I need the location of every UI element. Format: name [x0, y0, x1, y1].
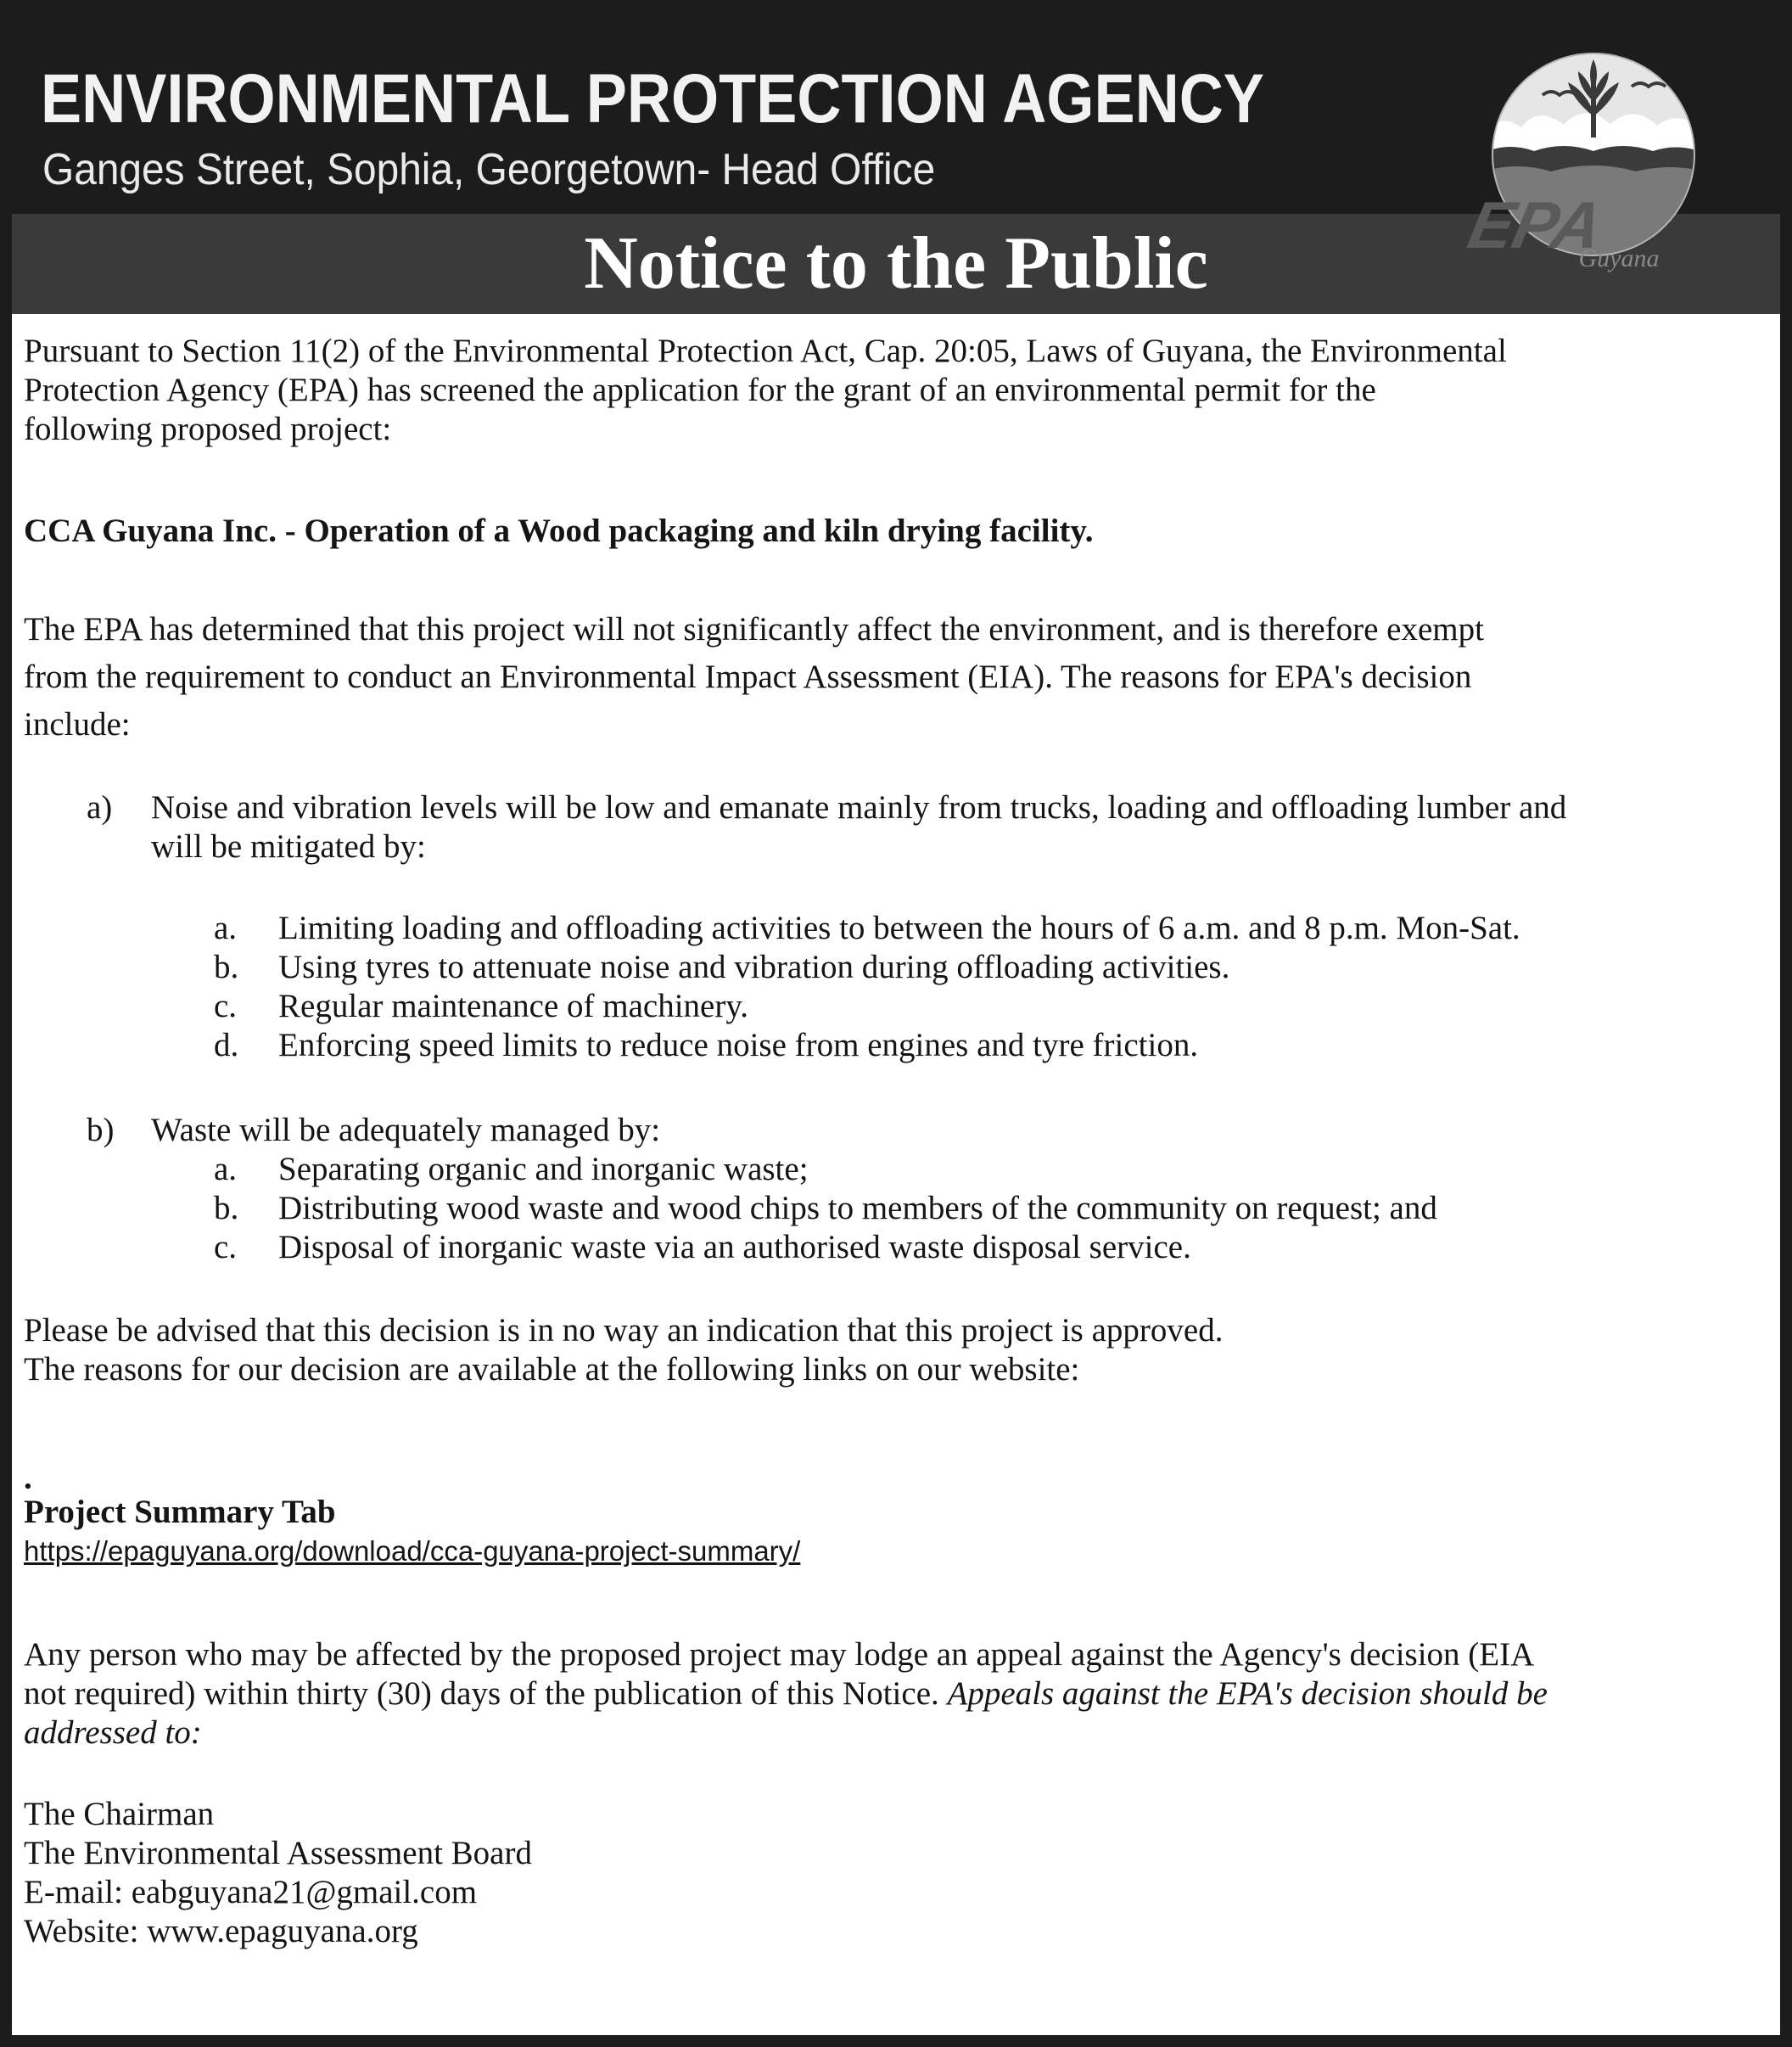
- reason-a-item: Using tyres to attenuate noise and vibration during offloading activities.: [278, 949, 1230, 985]
- appeal-line-1: Any person who may be affected by the proposed project may lodge an appeal against the Agency's decision (EIA: [24, 1636, 1535, 1673]
- reason-b-item: Separating organic and inorganic waste;: [278, 1151, 809, 1187]
- appeal-line-2: [24, 1674, 1548, 1713]
- reason-a-line-2: will be mitigated by:: [151, 828, 426, 865]
- agency-name: ENVIRONMENTAL PROTECTION AGENCY: [41, 60, 1264, 137]
- reason-a-item: Enforcing speed limits to reduce noise from engines and tyre friction.: [278, 1027, 1199, 1063]
- reason-a-line-1: Noise and vibration levels will be low and emanate mainly from trucks, loading and offloading lumber and: [151, 789, 1567, 826]
- reason-b-line-1: Waste will be adequately managed by:: [151, 1112, 661, 1148]
- notice-body: [12, 314, 1780, 2035]
- reason-a-item-marker: a.: [214, 910, 238, 946]
- intro-line-1: Pursuant to Section 11(2) of the Environmental Protection Act, Cap. 20:05, Laws of Guyana, the Environmental: [24, 333, 1507, 369]
- contact-email: E-mail: eabguyana21@gmail.com: [24, 1874, 478, 1910]
- agency-address: Ganges Street, Sophia, Georgetown- Head Office: [42, 145, 936, 194]
- appeal-line-2-plain: not required) within thirty (30) days of the publication of this Notice.: [24, 1675, 948, 1712]
- reason-a-marker: a): [87, 789, 113, 826]
- appeal-line-2-italic: Appeals against the EPA's decision should be: [947, 1675, 1548, 1712]
- intro-line-2: Protection Agency (EPA) has screened the application for the grant of an environmental permit for the: [24, 372, 1376, 408]
- epa-logo-text: EPA: [1462, 188, 1610, 262]
- epa-logo: [1462, 53, 1704, 282]
- reason-a-item-marker: d.: [214, 1027, 239, 1063]
- reason-b-item: Disposal of inorganic waste via an authorised waste disposal service.: [278, 1229, 1191, 1265]
- reason-a-item: Regular maintenance of machinery.: [278, 988, 749, 1024]
- reason-a-item-marker: b.: [214, 949, 239, 985]
- epa-logo-subtext: Guyana: [1578, 244, 1660, 272]
- reason-b-marker: b): [87, 1112, 115, 1148]
- appeal-line-3: addressed to:: [24, 1714, 202, 1751]
- determination-line-3: include:: [24, 706, 131, 743]
- contact-board: The Environmental Assessment Board: [24, 1835, 532, 1871]
- reason-a-item: Limiting loading and offloading activities to between the hours of 6 a.m. and 8 p.m. Mon-Sat.: [278, 910, 1520, 946]
- determination-line-1: The EPA has determined that this project will not significantly affect the environment, and is therefore exempt: [24, 611, 1484, 648]
- reason-b-item: Distributing wood waste and wood chips to members of the community on request; and: [278, 1190, 1437, 1226]
- project-summary-tab: Project Summary Tab: [24, 1494, 336, 1530]
- notice-title: Notice to the Public: [584, 222, 1208, 305]
- advisory-line-1: Please be advised that this decision is in no way an indication that this project is approved.: [24, 1312, 1224, 1349]
- intro-line-3: following proposed project:: [24, 411, 392, 447]
- contact-chairman: The Chairman: [24, 1796, 215, 1832]
- project-summary-link[interactable]: https://epaguyana.org/download/cca-guyana-project-summary/: [24, 1535, 801, 1567]
- determination-line-2: from the requirement to conduct an Environmental Impact Assessment (EIA). The reasons for EPA's decision: [24, 659, 1472, 695]
- bullet: .: [24, 1460, 32, 1496]
- reason-b-item-marker: a.: [214, 1151, 238, 1187]
- advisory-line-2: The reasons for our decision are available at the following links on our website:: [24, 1351, 1080, 1388]
- reason-b-item-marker: b.: [214, 1190, 239, 1226]
- project-title: CCA Guyana Inc. - Operation of a Wood packaging and kiln drying facility.: [24, 513, 1094, 549]
- reason-a-item-marker: c.: [214, 988, 238, 1024]
- reason-b-item-marker: c.: [214, 1229, 238, 1265]
- contact-website: Website: www.epaguyana.org: [24, 1913, 418, 1949]
